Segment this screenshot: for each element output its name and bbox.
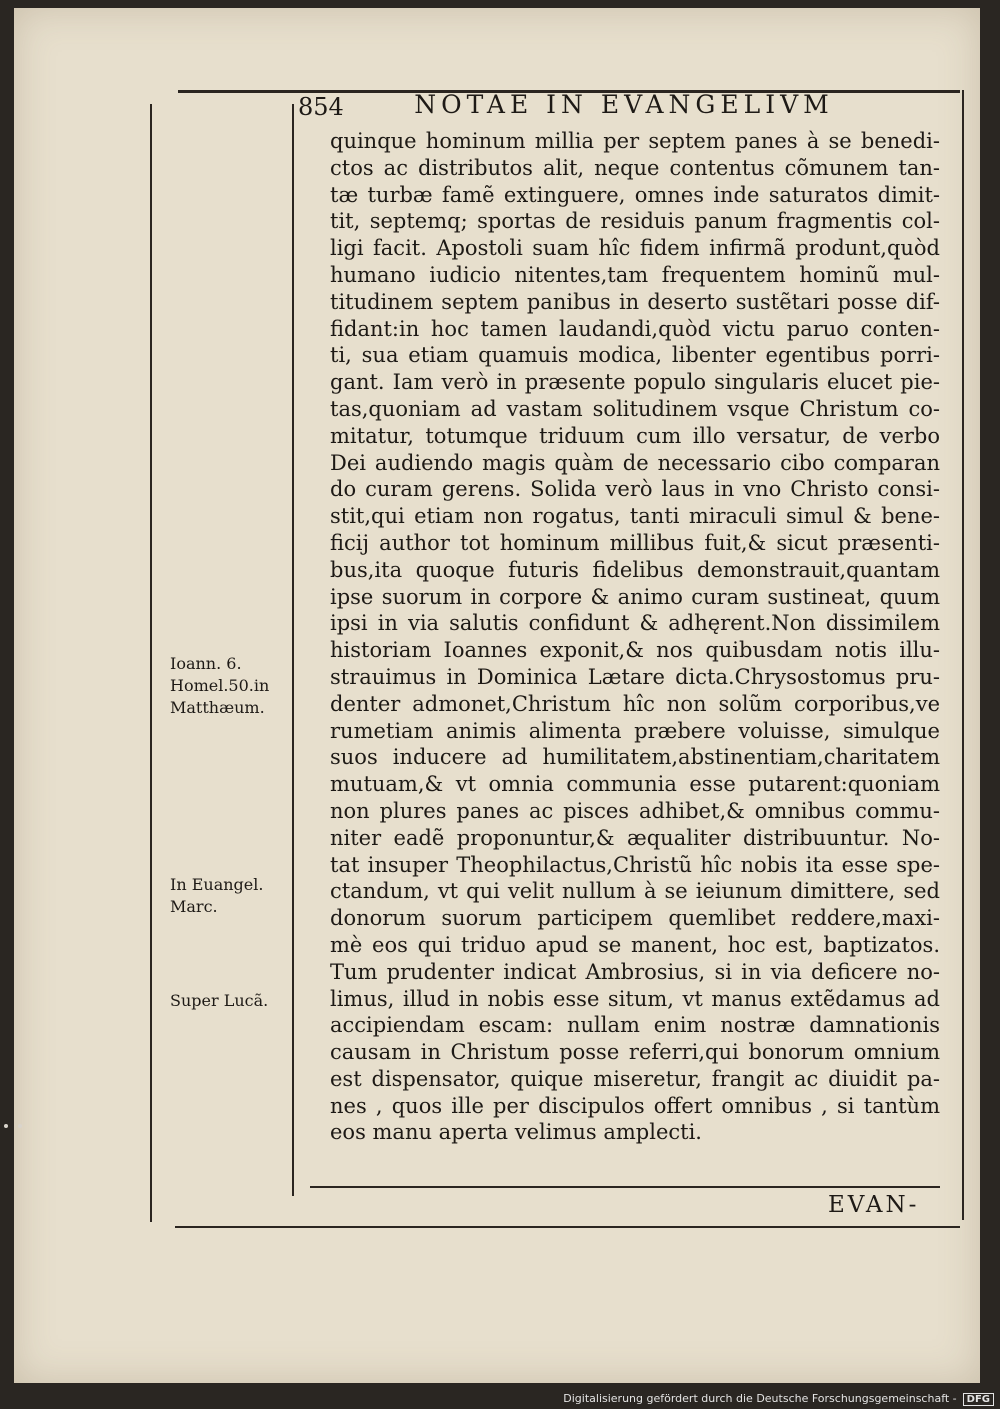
margin-note-line: Marc.	[170, 897, 218, 916]
text-line: ficij author tot hominum millibus fuit,& sicut præsenti-	[330, 530, 940, 555]
margin-note-ioannes	[170, 653, 269, 719]
dfg-logo: DFG	[963, 1393, 994, 1406]
text-line: limus, illud in nobis esse situm, vt manus extẽdamus ad	[330, 986, 940, 1011]
margin-note-marc	[170, 874, 263, 918]
text-line: mè eos qui triduo apud se manent, hoc est, baptizatos.	[330, 932, 940, 957]
text-line: non plures panes ac pisces adhibet,& omnibus commu-	[330, 798, 940, 823]
catchword: EVAN-	[828, 1192, 920, 1218]
body-text	[330, 128, 940, 1146]
text-line: fidant:in hoc tamen laudandi,quòd victu paruo conten-	[330, 316, 940, 341]
left-border-line	[150, 104, 152, 1222]
text-line: rumetiam animis alimenta præbere voluisse, simulque	[330, 718, 940, 743]
text-line: mitatur, totumque triduum cum illo versatur, de verbo	[330, 423, 940, 448]
text-line: quinque hominum millia per septem panes à se benedi-	[330, 129, 940, 153]
text-line: niter eadẽ proponuntur,& æqualiter distribuuntur. No-	[330, 825, 940, 850]
text-line: Tum prudenter indicat Ambrosius, si in via deficere no-	[330, 959, 940, 984]
text-line: tit, septemq; sportas de residuis panum fragmentis col-	[330, 209, 940, 234]
text-line: historiam Ioannes exponit,& nos quibusdam notis illu-	[330, 638, 940, 663]
text-line: accipiendam escam: nullam enim nostræ damnationis	[330, 1013, 940, 1038]
margin-note-line: Homel.50.in	[170, 676, 270, 695]
text-line: gant. Iam verò in præsente populo singularis elucet pie-	[330, 370, 940, 395]
text-line: tas,quoniam ad vastam solitudinem vsque Christum co-	[330, 396, 940, 421]
text-line: ligi facit. Apostoli suam hîc fidem infirmã produnt,quòd	[330, 236, 940, 261]
text-line: stit,qui etiam non rogatus, tanti miraculi simul & bene-	[330, 504, 940, 529]
text-end-rule	[310, 1186, 940, 1188]
right-border-line	[962, 90, 964, 1220]
scan-speck	[4, 1124, 8, 1128]
text-line: mutuam,& vt omnia communia esse putarent:quoniam	[330, 772, 940, 797]
text-line: ipsi in via salutis confidunt & adhęrent.Non dissimilem	[330, 611, 940, 636]
margin-note-line: Super Lucã.	[170, 991, 269, 1010]
text-line: tat insuper Theophilactus,Christũ hîc nobis ita esse spe-	[330, 852, 940, 877]
text-line: denter admonet,Christum hîc non solũm corporibus,ve	[330, 691, 940, 716]
margin-note-line: Ioann. 6.	[170, 654, 242, 673]
page-number: 854	[298, 93, 344, 121]
text-line: donorum suorum participem quemlibet reddere,maxi-	[330, 906, 940, 931]
text-line: do curam gerens. Solida verò laus in vno Christo consi-	[330, 477, 940, 502]
text-line: nes , quos ille per discipulos offert omnibus , si tantùm	[330, 1093, 940, 1118]
text-line: ctandum, vt qui velit nullum à se ieiunum dimittere, sed	[330, 879, 940, 904]
text-line: titudinem septem panibus in deserto sustẽtari posse dif-	[330, 289, 940, 314]
digitization-credit	[563, 1392, 994, 1406]
scan-speck	[18, 1124, 22, 1128]
running-title: NOTAE IN EVANGELIVM	[414, 90, 834, 119]
text-line: ctos ac distributos alit, neque contentus cõmunem tan-	[330, 155, 940, 180]
credit-text: Digitalisierung gefördert durch die Deutsche Forschungsgemeinschaft -	[563, 1392, 957, 1405]
text-line: Dei audiendo magis quàm de necessario cibo comparan	[330, 450, 940, 475]
text-line: tæ turbæ famẽ extinguere, omnes inde saturatos dimit-	[330, 182, 940, 207]
text-line: ti, sua etiam quamuis modica, libenter egentibus porri-	[330, 343, 940, 368]
text-line: humano iudicio nitentes,tam frequentem hominũ mul-	[330, 262, 940, 287]
margin-note-line: Matthæum.	[170, 698, 265, 717]
text-line: causam in Christum posse referri,qui bonorum omnium	[330, 1040, 940, 1065]
margin-note-line: In Euangel.	[170, 875, 264, 894]
text-line: eos manu aperta velimus amplecti.	[330, 1120, 702, 1145]
text-line: ipse suorum in corpore & animo curam sustineat, quum	[330, 584, 940, 609]
margin-divider-line	[292, 104, 294, 1196]
text-line: est dispensator, quique miseretur, frangit ac diuidit pa-	[330, 1066, 940, 1091]
margin-note-luca	[170, 990, 268, 1012]
text-line: strauimus in Dominica Lætare dicta.Chrysostomus pru-	[330, 664, 940, 689]
footer-rule	[175, 1226, 960, 1228]
text-line: bus,ita quoque futuris fidelibus demonstrauit,quantam	[330, 557, 940, 582]
text-line: suos inducere ad humilitatem,abstinentiam,charitatem	[330, 745, 940, 770]
